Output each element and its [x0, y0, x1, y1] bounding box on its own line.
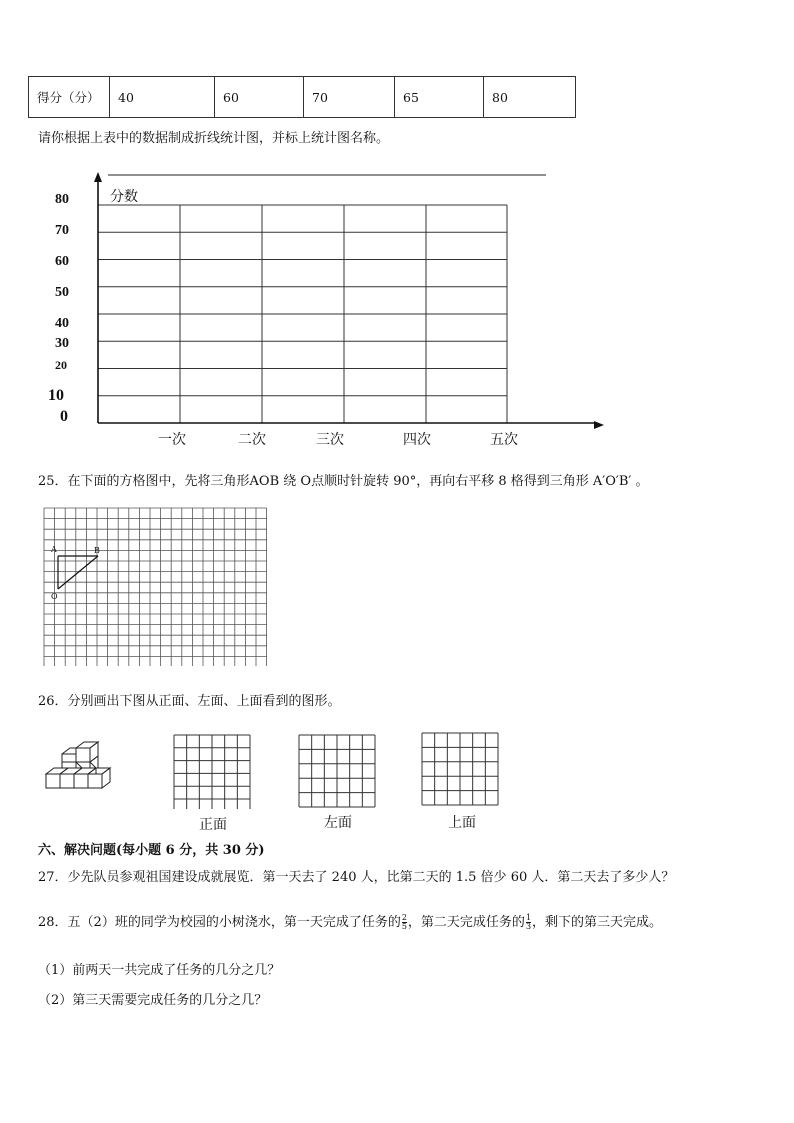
question-28-text-b: ，第二天完成任务的 [407, 915, 525, 930]
y-tick-label: 10 [48, 387, 64, 404]
x-tick-label: 二次 [238, 432, 266, 448]
table-row [29, 77, 576, 118]
y-axis-arrow [94, 172, 102, 182]
fraction-numerator: 1 [525, 913, 532, 922]
fraction-numerator: 2 [401, 913, 407, 922]
x-axis-arrow [594, 421, 604, 429]
y-tick-label: 80 [55, 192, 69, 207]
score-cell-4: 65 [395, 77, 484, 118]
section-title: 六、解决问题(每小题 6 分，共 30 分) [38, 843, 265, 858]
y-tick-label: 70 [55, 223, 69, 238]
question-26: 26．分别画出下图从正面、左面、上面看到的图形。 [38, 694, 341, 709]
front-view-label: 正面 [199, 817, 227, 833]
front-view-grid [172, 733, 252, 811]
question-28-part-2: （2）第三天需要完成任务的几分之几？ [38, 993, 268, 1008]
fraction-two-fifths [402, 914, 407, 931]
fraction-denominator: 5 [401, 922, 407, 931]
top-view-grid [420, 731, 500, 809]
y-tick-label: 0 [60, 408, 68, 425]
y-tick-label: 50 [55, 285, 69, 300]
y-tick-label: 60 [55, 254, 69, 269]
question-28-text-c: ，剩下的第三天完成。 [532, 915, 663, 930]
left-view-label: 左面 [324, 815, 352, 831]
score-table [28, 76, 576, 118]
y-tick-label: 30 [55, 336, 69, 351]
question-28-part-1: （1）前两天一共完成了任务的几分之几？ [38, 963, 281, 978]
question-25: 25．在下面的方格图中，先将三角形AOB 绕 O点顺时针旋转 90°，再向右平移 8 格得到三角形 A′O′B′ 。 [38, 474, 649, 489]
y-tick-label: 20 [55, 358, 67, 372]
point-a-label: A [51, 545, 57, 554]
fraction-one-third [526, 914, 531, 931]
top-view-label: 上面 [448, 815, 476, 831]
y-tick-label: 40 [55, 316, 69, 331]
square-grid [44, 508, 267, 666]
rotation-grid [40, 504, 272, 666]
cube-stack-figure [40, 740, 124, 804]
score-cell-1: 40 [110, 77, 215, 118]
point-b-label: B [94, 546, 100, 555]
y-axis-title: 分数 [110, 189, 138, 205]
chart-grid [98, 205, 507, 423]
x-tick-label: 三次 [316, 432, 344, 448]
left-view-grid [297, 733, 377, 811]
x-tick-label: 一次 [158, 432, 186, 448]
score-cell-3: 70 [304, 77, 395, 118]
question-27: 27．少先队员参观祖国建设成就展览．第一天去了 240 人，比第二天的 1.5 倍少 60 人．第二天去了多少人？ [38, 870, 675, 885]
question-28 [38, 911, 662, 931]
score-cell-2: 60 [215, 77, 304, 118]
chart-instruction: 请你根据上表中的数据制成折线统计图，并标上统计图名称。 [38, 131, 390, 146]
x-tick-label: 四次 [403, 432, 431, 448]
question-28-text-a: 28．五（2）班的同学为校园的小树浇水，第一天完成了任务的 [38, 915, 401, 930]
table-header-cell: 得分（分） [29, 77, 110, 118]
x-tick-label: 五次 [490, 432, 518, 448]
point-o-label: O [51, 592, 58, 601]
score-cell-5: 80 [484, 77, 576, 118]
fraction-denominator: 3 [525, 922, 532, 931]
